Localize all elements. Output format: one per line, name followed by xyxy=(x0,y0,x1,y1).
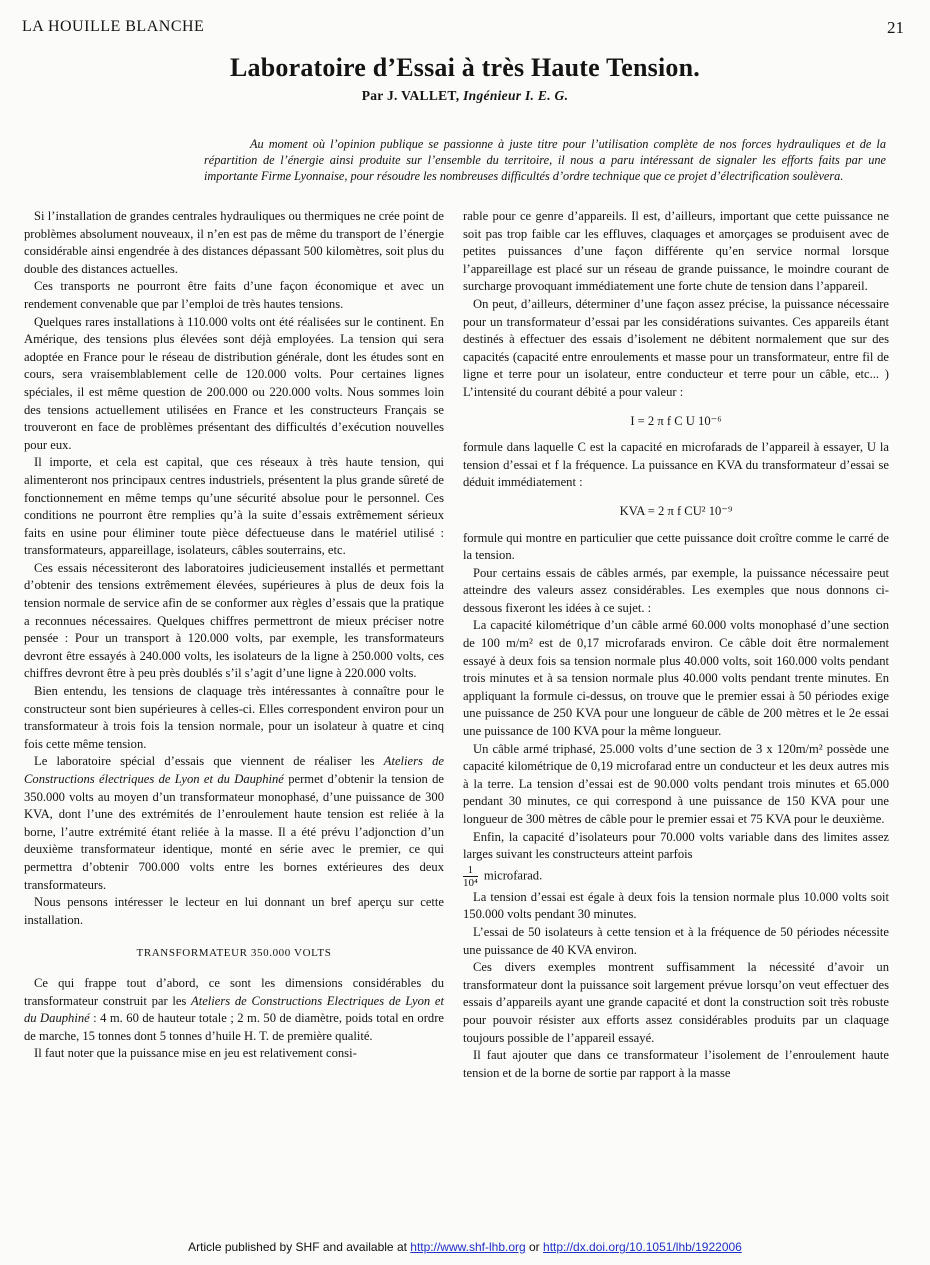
paragraph-text: Ce qui frappe tout d’abord, ce sont les dimensions considérables du transformateur construit par les xyxy=(24,975,444,1008)
paragraph: L’essai de 50 isolateurs à cette tension et à la fréquence de 50 périodes nécessite une puissance de 40 KVA environ. xyxy=(463,924,889,957)
paragraph: formule qui montre en particulier que cette puissance doit croître comme le carré de la tension. xyxy=(463,530,889,563)
paragraph: Un câble armé triphasé, 25.000 volts d’une section de 3 x 120m/m² possède une capacité kilométrique de 0,19 microfarad entre un conducteur et les deux autres mis à la terre. La tension d’essai est de 90.000 volts pendant trois minutes et 65.000 pendant 30 minutes, ce qui correspond à une puissance de 150 KVA pour une longueur de 300 mètres de câble pour le premier essai et 75 KVA pour le deuxième. xyxy=(463,741,889,826)
footer-text: or xyxy=(525,1240,544,1254)
byline-author: Par J. VALLET, xyxy=(361,88,460,103)
byline-role: Ingénieur I. E. G. xyxy=(463,88,569,103)
footer-text: Article published by SHF and available at xyxy=(188,1240,411,1254)
page-number: 21 xyxy=(887,18,904,37)
right-column xyxy=(463,208,889,1082)
company-name: Ateliers de Constructions Electriques de Lyon et du Dauphiné xyxy=(24,993,444,1026)
paragraph: Quelques rares installations à 110.000 volts ont été réalisées sur le continent. En Amérique, des tensions plus élevées sont déjà employées. La tension qui sera adoptée en France pour le réseau de distribution générale, dont les études sont en cours, sera vraisemblablement celle de 120.000 volts. Pour certaines lignes spéciales, il est même question de 200.000 ou 220.000 volts. Nous sommes loin des tensions actuellement utilisées en France et les constructeurs Français se trouveront en face de problèmes présentant des difficultés d’exécution nouvelles pour eux. xyxy=(24,314,444,452)
paragraph-text: microfarad. xyxy=(483,868,543,883)
paragraph: rable pour ce genre d’appareils. Il est, d’ailleurs, important que cette puissance ne soit pas trop faible car les effluves, claquages et amorçages se produisent avec de petites puissances d’une façon différente qu’en service normal lorsque l’appareillage est placé sur un réseau de grande puissance, le moindre courant de surcharge provoquant immédiatement une forte chute de tension dans l’appareil. xyxy=(463,209,889,294)
fraction-denominator: 10⁴ xyxy=(463,876,478,889)
paragraph: Il faut noter que la puissance mise en jeu est relativement consi- xyxy=(34,1046,357,1061)
abstract: Au moment où l’opinion publique se passionne à juste titre pour l’utilisation complète de nos forces hydrauliques et de la répartition de l’énergie ainsi produite sur l’ensemble du territoire, il nous a paru intéressant de signaler les efforts faits par une importante Firme Lyonnaise, pour résoudre les nombreuses difficultés d’ordre technique que ce projet d’électrification soulèvera. xyxy=(204,137,886,183)
paragraph xyxy=(24,753,444,894)
paragraph-text: permet d’obtenir la tension de 350.000 volts au moyen d’un transformateur monophasé, d’une puissance de 300 KVA, dont l’une des extrémités de l’enroulement haute tension est reliée à la borne, l’autre extrémité étant reliée à la masse. Il a été prévu l’adjonction d’un deuxième transformateur identique, monté en série avec le premier, ce qui permettra d’obtenir 700.000 volts entre les bornes extérieures des deux transformateurs. xyxy=(24,772,444,892)
paragraph-text: : 4 m. 60 de hauteur totale ; 2 m. 50 de diamètre, poids total en ordre de marche, 15 tonnes dont 5 tonnes d’huile H. T. de première qualité. xyxy=(24,1011,444,1043)
paragraph xyxy=(463,864,889,889)
paragraph: Il faut ajouter que dans ce transformateur l’isolement de l’enroulement haute tension et de la borne de sortie par rapport à la masse xyxy=(463,1048,889,1080)
power-formula: KVA = 2 π f CU² 10⁻⁹ xyxy=(619,503,733,518)
paragraph: Enfin, la capacité d’isolateurs pour 70.000 volts variable dans des limites assez larges suivant les constructeurs atteint parfois xyxy=(463,829,889,862)
paragraph: Si l’installation de grandes centrales hydrauliques ou thermiques ne crée point de problèmes absolument nouveaux, il n’en est pas de même du transport de l’énergie considérable ainsi engendrée à des distances dépassant 500 kilomètres, soit plus du double des distances actuelles. xyxy=(24,209,444,276)
doi-link[interactable]: http://dx.doi.org/10.1051/lhb/1922006 xyxy=(543,1240,742,1254)
left-column xyxy=(24,208,444,1063)
company-name: Ateliers de Constructions électriques de Lyon et du Dauphiné xyxy=(24,754,444,786)
current-formula: I = 2 π f C U 10⁻⁶ xyxy=(630,413,722,428)
paragraph: Pour certains essais de câbles armés, par exemple, la puissance nécessaire peut atteindre des valeurs assez considérables. Les exemples que nous donnons ci-dessous fixeront les idées à ce sujet. : xyxy=(463,565,889,615)
paragraph-text: Le laboratoire spécial d’essais que viennent de réaliser les xyxy=(34,754,384,769)
paragraph: Nous pensons intéresser le lecteur en lui donnant un bref aperçu sur cette installation. xyxy=(24,895,444,927)
paragraph: Ces essais nécessiteront des laboratoires judicieusement installés et permettant d’obtenir des tensions extrêmement élevées, supérieures à plus de deux fois la tension normale de service afin de se conformer aux règles d’essais que la pratique a reconnues nécessaires. Quelques chiffres permettront de mieux préciser notre pensée : Pour un transport à 120.000 volts, par exemple, les transformateurs devront être essayés à 240.000 volts, les isolateurs de la ligne à 250.000 volts, ces chiffres devront être à peu près doublés s’il s’agit d’une ligne à 220.000 volts. xyxy=(24,560,444,681)
paragraph: Ces divers exemples montrent suffisamment la nécessité d’avoir un transformateur dont la puissance soit largement prévue lorsqu’on veut effectuer des essais d’appareils ayant une grande capacité et dont la construction soit très robuste pour pouvoir résister aux efforts assez considérables produits par un claquage toujours possible de l’appareil essayé. xyxy=(463,960,889,1045)
paragraph: On peut, d’ailleurs, déterminer d’une façon assez précise, la puissance nécessaire pour un transformateur d’essai par les considérations suivantes. Ces appareils étant destinés à effectuer des essais d’isolement ne débitent normalement que sur des capacités (capacité entre enroulements et masse pour un transformateur, entre fil de ligne et terre pour un isolateur, entre conducteur et terre pour un câble, etc... ) L’intensité du courant débité a pour valeur : xyxy=(463,296,889,399)
paragraph: La tension d’essai est égale à deux fois la tension normale plus 10.000 volts soit 150.000 volts pendant 30 minutes. xyxy=(463,889,889,922)
paragraph: formule dans laquelle C est la capacité en microfarads de l’appareil à essayer, U la tension d’essai et f la fréquence. La puissance en KVA du transformateur d’essai se déduit immédiatement : xyxy=(463,440,889,490)
journal-name: LA HOUILLE BLANCHE xyxy=(22,18,205,35)
article-title: Laboratoire d’Essai à très Haute Tension. xyxy=(230,53,700,82)
fraction-numerator: 1 xyxy=(463,864,478,877)
paragraph: La capacité kilométrique d’un câble armé 60.000 volts monophasé d’une section de 100 m/m² est de 0,17 microfarads environ. Ce câble doit être normalement essayé à deux fois sa tension normale plus 40.000 volts, soit 160.000 volts pendant trois minutes et à sa tension normale plus 40.000 volts pendant trente minutes. En appliquant la formule ci-dessus, on trouve que le premier essai à 50 périodes exige une puissance de 250 KVA pour une longueur de câble de 200 mètres et le 2e essai une puissance de 100 KVA pour la même longueur. xyxy=(463,618,889,739)
shf-link[interactable]: http://www.shf-lhb.org xyxy=(410,1240,526,1254)
paragraph: Il importe, et cela est capital, que ces réseaux à très haute tension, qui alimenteront nos principaux centres industriels, présentent la plus grande sûreté de fonctionnement en même temps qu’une sécurité absolue pour le personnel. Ces conditions ne pourront être remplies qu’à la suite d’essais extrêmement sérieux faits en usine pour éliminer toute pièce défectueuse dans le matériel utilisé : transformateurs, appareillage, isolateurs, câbles souterrains, etc. xyxy=(24,455,444,558)
byline xyxy=(0,88,930,104)
fraction xyxy=(463,864,478,889)
footer xyxy=(0,1240,930,1254)
paragraph: Ces transports ne pourront être faits d’une façon économique et avec un rendement convenable que par l’emploi de très hautes tensions. xyxy=(24,279,444,311)
section-heading: TRANSFORMATEUR 350.000 VOLTS xyxy=(136,947,332,960)
paragraph xyxy=(24,975,444,1045)
paragraph: Bien entendu, les tensions de claquage très intéressantes à connaître pour le constructeur sont bien supérieures à celles-ci. Elles correspondent environ pour un transformateur à trois fois la tension normale, pour un isolateur à quatre et cinq fois cette même tension. xyxy=(24,684,444,751)
